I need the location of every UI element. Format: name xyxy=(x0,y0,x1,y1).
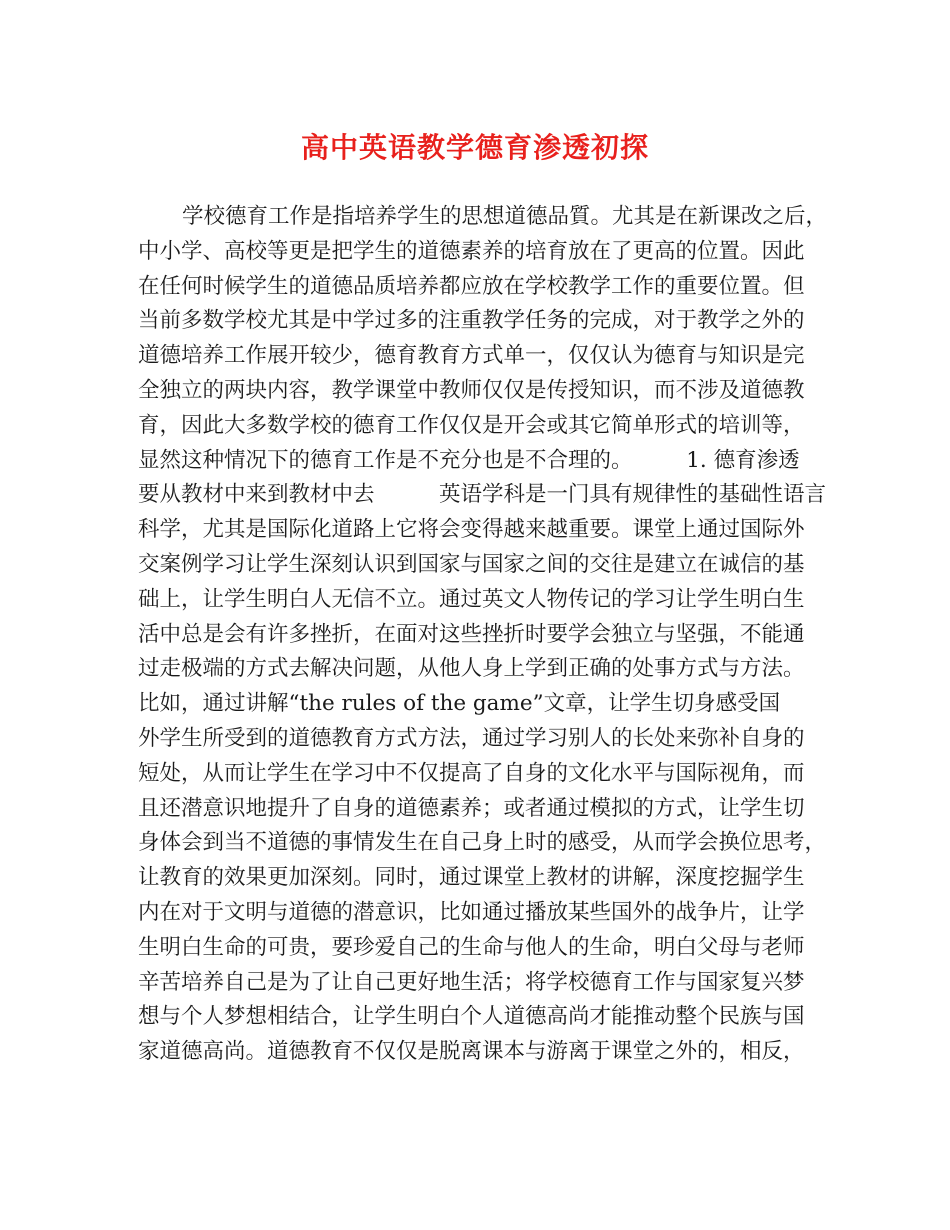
document-body xyxy=(138,200,828,1070)
body-line: 要从教材中来到教材中去 英语学科是一门具有规律性的基础性语言 xyxy=(138,482,827,508)
body-line: 比如，通过讲解“the rules of the game”文章，让学生切身感受国 xyxy=(138,691,781,717)
body-line: 让教育的效果更加深刻。同时，通过课堂上教材的讲解，深度挖掘学生 xyxy=(138,865,805,891)
body-line: 中小学、高校等更是把学生的道德素养的培育放在了更高的位置。因此 xyxy=(138,238,805,264)
body-line: 内在对于文明与道德的潜意识，比如通过播放某些国外的战争片，让学 xyxy=(138,899,805,925)
body-line: 外学生所受到的道德教育方式方法，通过学习别人的长处来弥补自身的 xyxy=(138,725,805,751)
body-line: 短处，从而让学生在学习中不仅提高了自身的文化水平与国际视角，而 xyxy=(138,760,805,786)
body-line: 身体会到当不道德的事情发生在自己身上时的感受，从而学会换位思考， xyxy=(138,830,827,856)
body-line: 在任何时候学生的道德品质培养都应放在学校教学工作的重要位置。但 xyxy=(138,273,805,299)
body-line: 科学，尤其是国际化道路上它将会变得越来越重要。课堂上通过国际外 xyxy=(138,517,805,543)
body-line: 育，因此大多数学校的德育工作仅仅是开会或其它简单形式的培训等， xyxy=(138,412,805,438)
body-line: 生明白生命的可贵，要珍爱自己的生命与他人的生命，明白父母与老师 xyxy=(138,934,805,960)
body-line: 过走极端的方式去解决问题，从他人身上学到正确的处事方式与方法。 xyxy=(138,656,805,682)
body-line: 显然这种情况下的德育工作是不充分也是不合理的。 1. 德育渗透 xyxy=(138,447,800,473)
body-line: 活中总是会有许多挫折，在面对这些挫折时要学会独立与坚强，不能通 xyxy=(138,621,805,647)
body-line: 辛苦培养自己是为了让自己更好地生活；将学校德育工作与国家复兴梦 xyxy=(138,969,805,995)
body-line: 道德培养工作展开较少，德育教育方式单一，仅仅认为德育与知识是完 xyxy=(138,343,805,369)
body-line: 交案例学习让学生深刻认识到国家与国家之间的交往是建立在诚信的基 xyxy=(138,551,805,577)
body-line: 全独立的两块内容，教学课堂中教师仅仅是传授知识，而不涉及道德教 xyxy=(138,377,805,403)
body-line: 想与个人梦想相结合，让学生明白个人道德高尚才能推动整个民族与国 xyxy=(138,1004,805,1030)
body-line: 当前多数学校尤其是中学过多的注重教学任务的完成，对于教学之外的 xyxy=(138,308,805,334)
document-title: 高中英语教学德育渗透初探 xyxy=(300,131,649,164)
body-line: 且还潜意识地提升了自身的道德素养；或者通过模拟的方式，让学生切 xyxy=(138,795,805,821)
body-line: 学校德育工作是指培养学生的思想道德品質。尤其是在新课改之后， xyxy=(182,204,828,229)
body-line: 础上，让学生明白人无信不立。通过英文人物传记的学习让学生明白生 xyxy=(138,586,805,612)
body-line: 家道德高尚。道德教育不仅仅是脱离课本与游离于课堂之外的，相反， xyxy=(138,1039,805,1065)
